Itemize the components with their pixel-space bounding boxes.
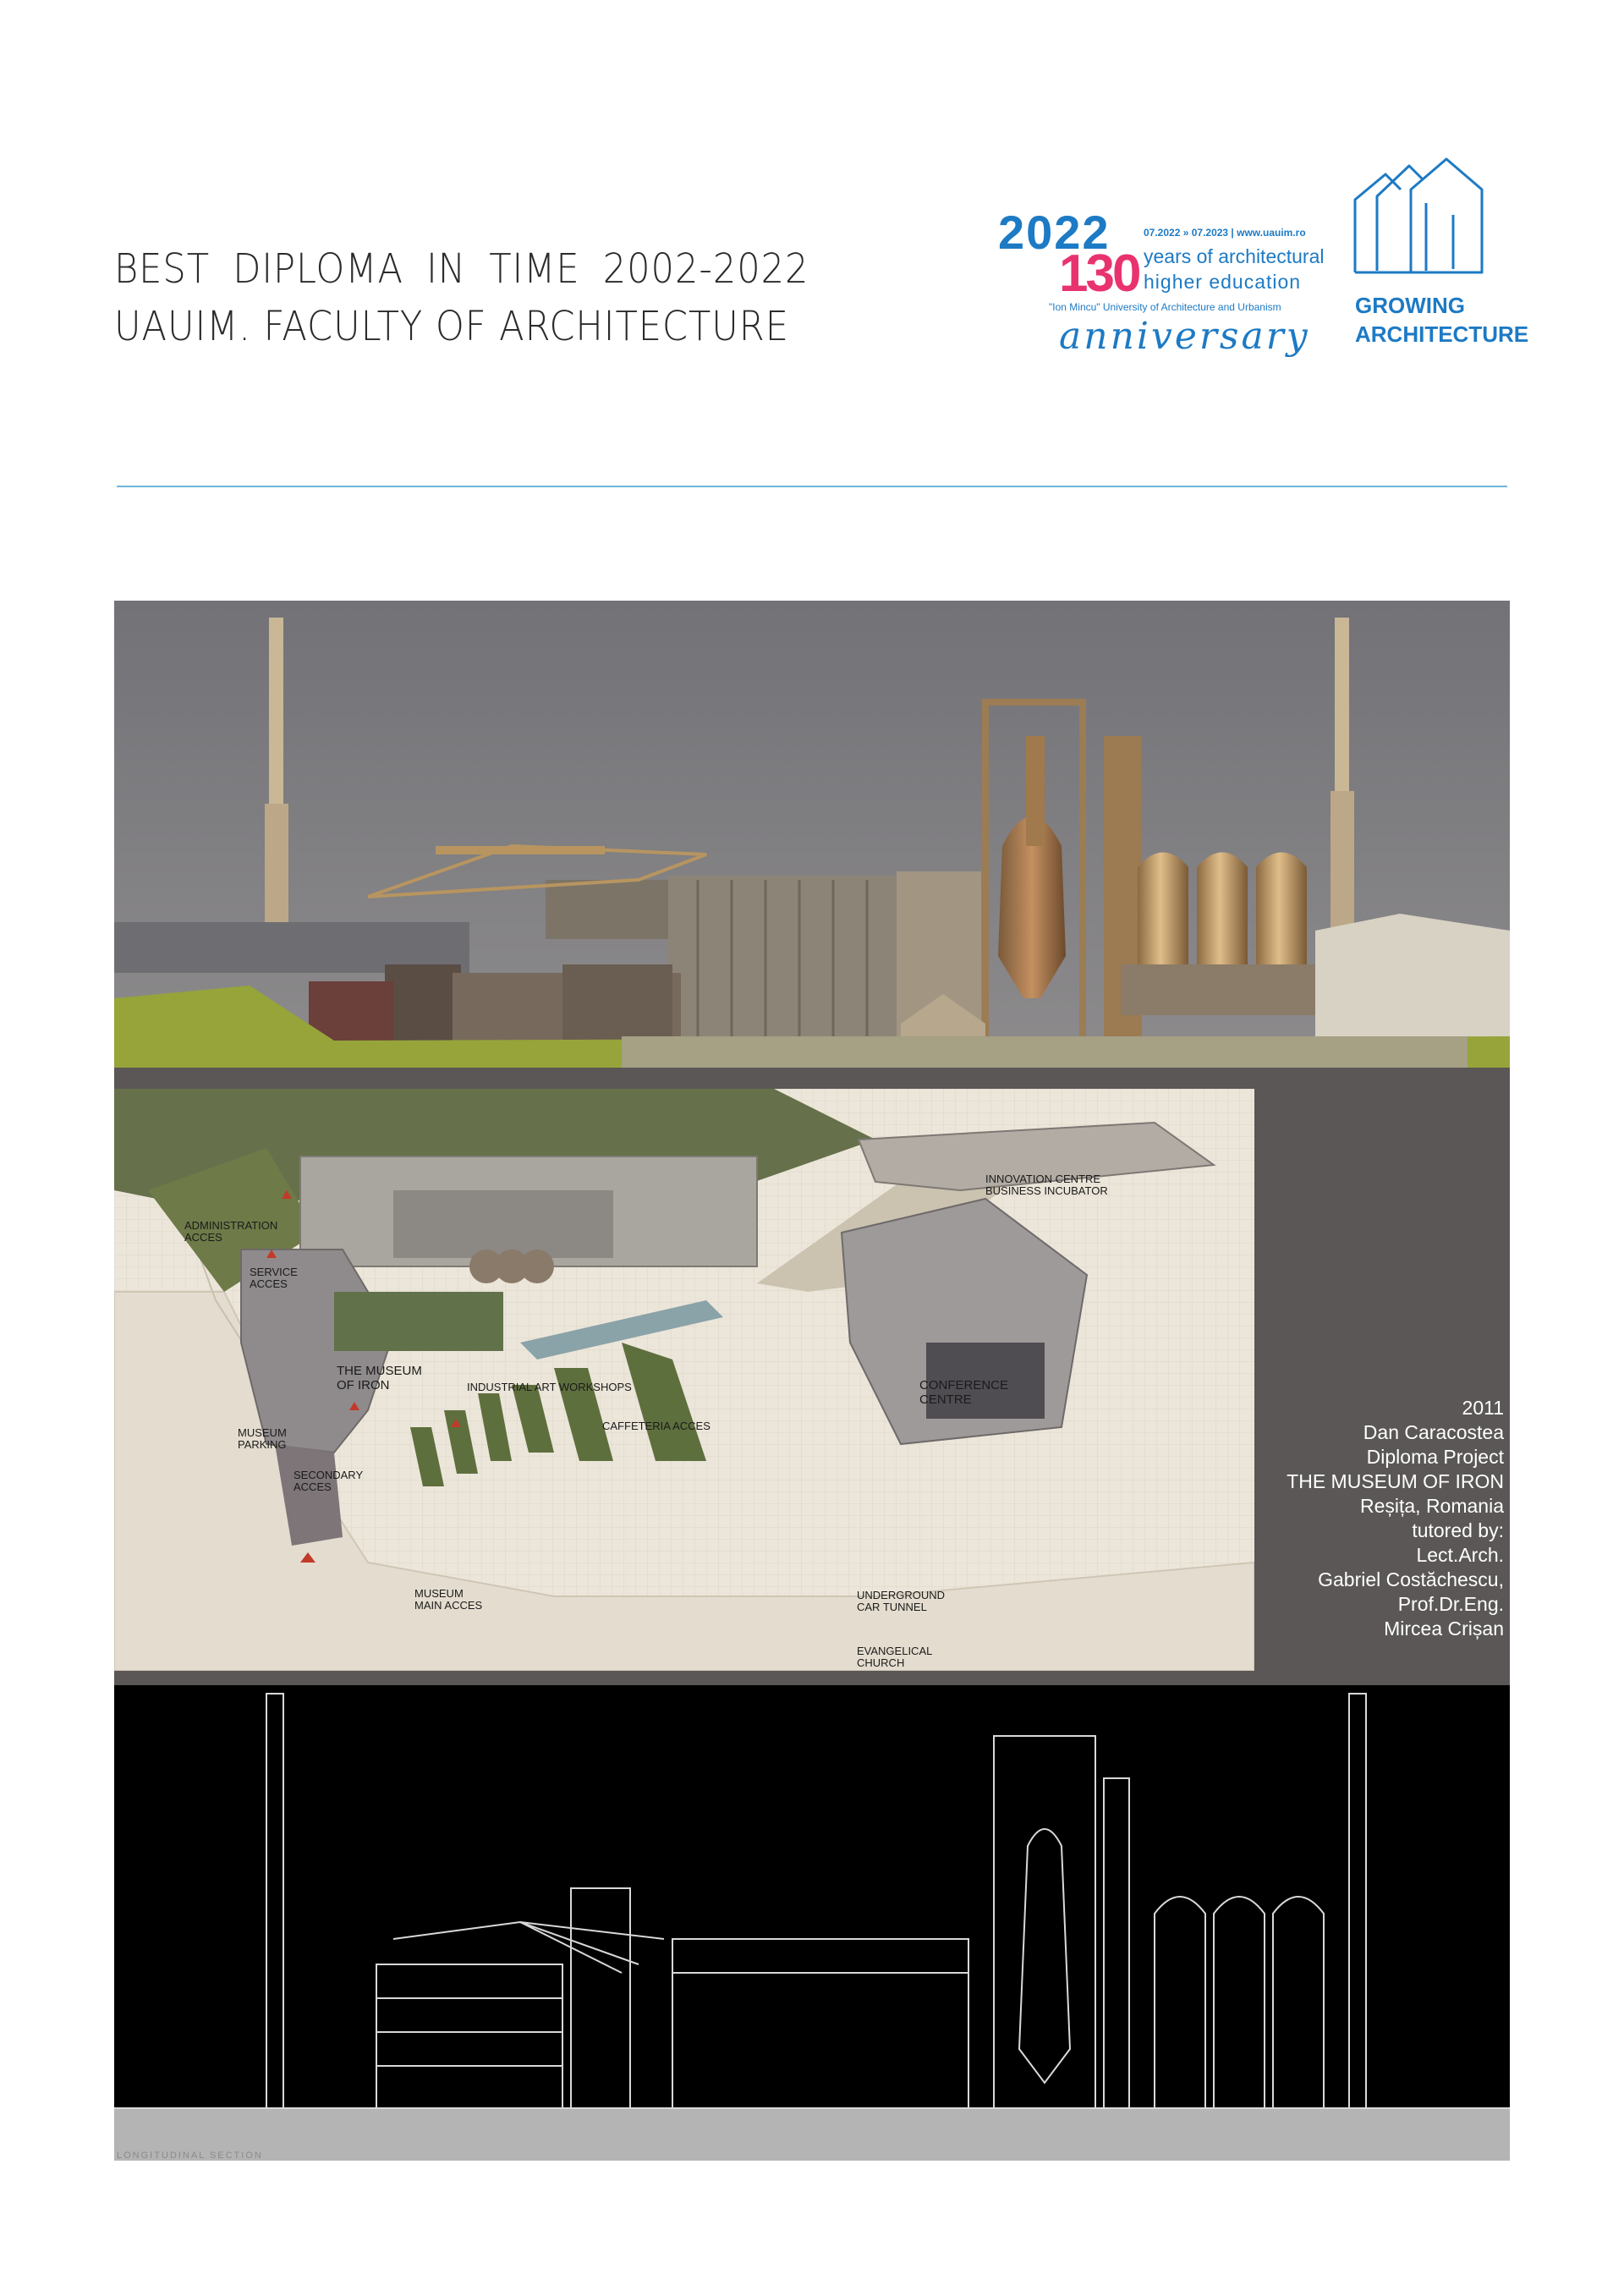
anniversary-year: 2022 bbox=[998, 206, 1111, 259]
label-evangelical-church: EVANGELICAL CHURCH bbox=[857, 1645, 933, 1669]
anniversary-text-line-2: higher education bbox=[1144, 271, 1302, 293]
caption-year: 2011 bbox=[1462, 1397, 1504, 1419]
page-title-line-2: UAUIM. FACULTY OF ARCHITECTURE bbox=[114, 303, 789, 350]
anniversary-university: "Ion Mincu" University of Architecture and Urbanism bbox=[1049, 301, 1281, 313]
caption-location: Reșița, Romania bbox=[1359, 1495, 1504, 1517]
label-service-acces: SERVICE ACCES bbox=[250, 1266, 298, 1290]
label-museum-parking: MUSEUM PARKING bbox=[238, 1426, 287, 1451]
caption-tutor2-name: Mircea Crișan bbox=[1384, 1618, 1504, 1640]
label-industrial-art-workshops: INDUSTRIAL ART WORKSHOPS bbox=[467, 1381, 632, 1393]
label-underground-car-tunnel: UNDERGROUND CAR TUNNEL bbox=[857, 1589, 945, 1613]
project-caption bbox=[1269, 1396, 1504, 1641]
anniversary-number: 130 bbox=[1059, 244, 1139, 303]
house-outline-icon bbox=[1352, 156, 1487, 274]
page-title-line-1: BEST DIPLOMA IN TIME 2002-2022 bbox=[114, 245, 809, 293]
anniversary-dates: 07.2022 » 07.2023 | www.uauim.ro bbox=[1144, 227, 1306, 239]
caption-type: Diploma Project bbox=[1366, 1446, 1504, 1468]
caption-tutor2-title: Prof.Dr.Eng. bbox=[1397, 1593, 1504, 1615]
growing-logo-line-2: ARCHITECTURE bbox=[1355, 321, 1529, 347]
label-secondary-acces: SECONDARY ACCES bbox=[294, 1469, 364, 1493]
site-plan bbox=[114, 1089, 1254, 1671]
label-conference-centre: CONFERENCE CENTRE bbox=[919, 1378, 1009, 1407]
anniversary-word: anniversary bbox=[1059, 315, 1310, 358]
longitudinal-section-image bbox=[114, 1685, 1510, 2161]
elevation-render-image bbox=[114, 601, 1510, 1068]
header-divider bbox=[117, 486, 1507, 487]
caption-author: Dan Caracostea bbox=[1363, 1421, 1504, 1443]
label-administration-acces: ADMINISTRATION ACCES bbox=[184, 1219, 278, 1244]
label-museum-of-iron: THE MUSEUM OF IRON bbox=[337, 1364, 422, 1392]
label-museum-main-acces: MUSEUM MAIN ACCES bbox=[414, 1587, 483, 1612]
label-innovation-centre: INNOVATION CENTRE BUSINESS INCUBATOR bbox=[985, 1173, 1108, 1197]
anniversary-text-line-1: years of architectural bbox=[1144, 245, 1325, 267]
growing-logo-line-1: GROWING bbox=[1355, 293, 1465, 318]
caption-tutored: tutored by: bbox=[1412, 1519, 1504, 1541]
caption-project: THE MUSEUM OF IRON bbox=[1287, 1470, 1504, 1492]
caption-tutor1-name: Gabriel Costăchescu, bbox=[1318, 1568, 1504, 1590]
label-cafeteria-acces: CAFFETERIA ACCES bbox=[602, 1420, 710, 1432]
section-label: LONGITUDINAL SECTION bbox=[117, 2150, 263, 2161]
caption-tutor1-title: Lect.Arch. bbox=[1416, 1544, 1504, 1566]
